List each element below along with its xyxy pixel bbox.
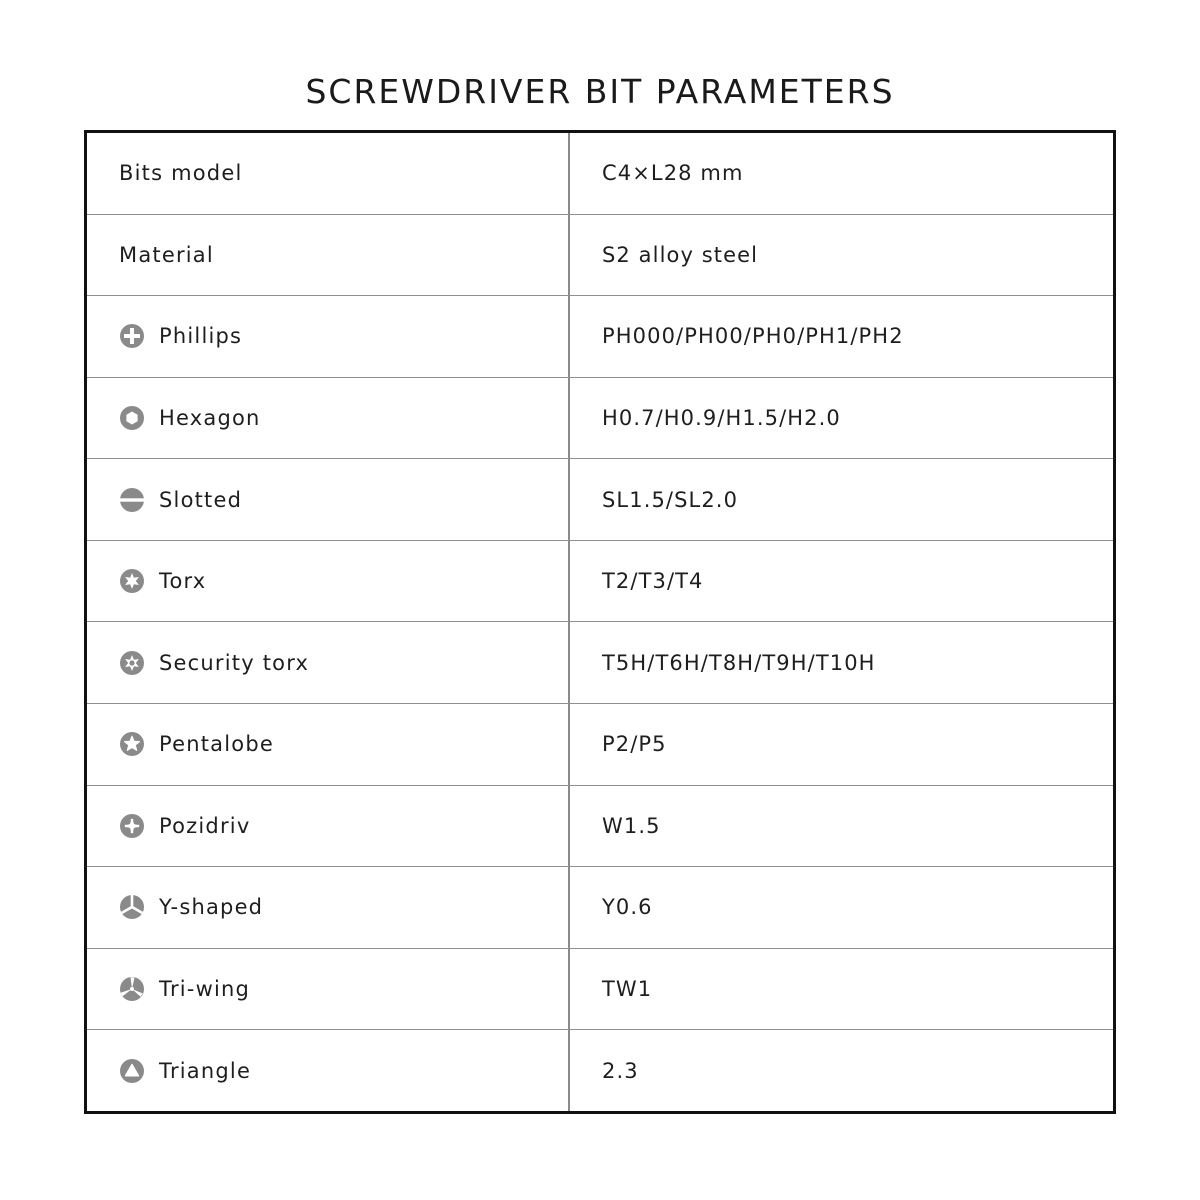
- pozidriv-icon: [119, 813, 145, 839]
- hexagon-icon: [119, 405, 145, 431]
- row-label: Pentalobe: [159, 732, 274, 757]
- table-row-pentalobe: [87, 704, 1113, 786]
- table-row-triangle: [87, 1030, 1113, 1111]
- triangle-icon: [119, 1058, 145, 1084]
- row-value: W1.5: [602, 813, 661, 838]
- table-row-material: [87, 215, 1113, 297]
- row-value: P2/P5: [602, 732, 667, 757]
- pentalobe-icon: [119, 731, 145, 757]
- row-value: C4×L28 mm: [602, 161, 744, 186]
- row-label-cell: [87, 894, 569, 920]
- table-row-pozidriv: [87, 786, 1113, 868]
- row-value: T2/T3/T4: [602, 569, 704, 594]
- security-torx-icon: [119, 650, 145, 676]
- table-row-phillips: [87, 296, 1113, 378]
- row-label: Phillips: [159, 324, 243, 349]
- row-label-cell: [87, 405, 569, 431]
- row-value: S2 alloy steel: [602, 242, 759, 267]
- table-row-slotted: [87, 459, 1113, 541]
- row-label: Bits model: [119, 161, 243, 186]
- row-value: 2.3: [602, 1058, 639, 1083]
- table-rows: [87, 133, 1113, 1111]
- row-label-cell: [87, 650, 569, 676]
- row-label-cell: [87, 976, 569, 1002]
- table-row-y-shaped: [87, 867, 1113, 949]
- tri-wing-icon: [119, 976, 145, 1002]
- row-label-cell: [87, 487, 569, 513]
- row-label-cell: [87, 813, 569, 839]
- row-label-cell: [87, 161, 569, 185]
- row-value: Y0.6: [602, 895, 653, 920]
- row-value: TW1: [602, 977, 653, 1002]
- slotted-icon: [119, 487, 145, 513]
- row-label-cell: [87, 323, 569, 349]
- row-value: PH000/PH00/PH0/PH1/PH2: [602, 324, 904, 349]
- row-label-cell: [87, 243, 569, 267]
- phillips-icon: [119, 323, 145, 349]
- table-row-tri-wing: [87, 949, 1113, 1031]
- y-shaped-icon: [119, 894, 145, 920]
- row-label-cell: [87, 731, 569, 757]
- page-title: SCREWDRIVER BIT PARAMETERS: [305, 72, 895, 111]
- row-label: Slotted: [159, 487, 243, 512]
- table-row-torx: [87, 541, 1113, 623]
- row-label: Hexagon: [159, 406, 261, 431]
- row-value: H0.7/H0.9/H1.5/H2.0: [602, 406, 841, 431]
- row-label: Material: [119, 242, 214, 267]
- table-row-security-torx: [87, 622, 1113, 704]
- spec-table: [84, 130, 1116, 1114]
- row-label: Security torx: [159, 650, 310, 675]
- row-label: Pozidriv: [159, 813, 251, 838]
- row-value: SL1.5/SL2.0: [602, 487, 739, 512]
- table-row-bits-model: [87, 133, 1113, 215]
- row-label: Torx: [159, 569, 207, 594]
- row-label: Tri-wing: [159, 977, 251, 1002]
- row-label: Triangle: [159, 1058, 252, 1083]
- row-label-cell: [87, 568, 569, 594]
- row-value: T5H/T6H/T8H/T9H/T10H: [602, 650, 876, 675]
- table-row-hexagon: [87, 378, 1113, 460]
- torx-icon: [119, 568, 145, 594]
- row-label-cell: [87, 1058, 569, 1084]
- row-label: Y-shaped: [159, 895, 264, 920]
